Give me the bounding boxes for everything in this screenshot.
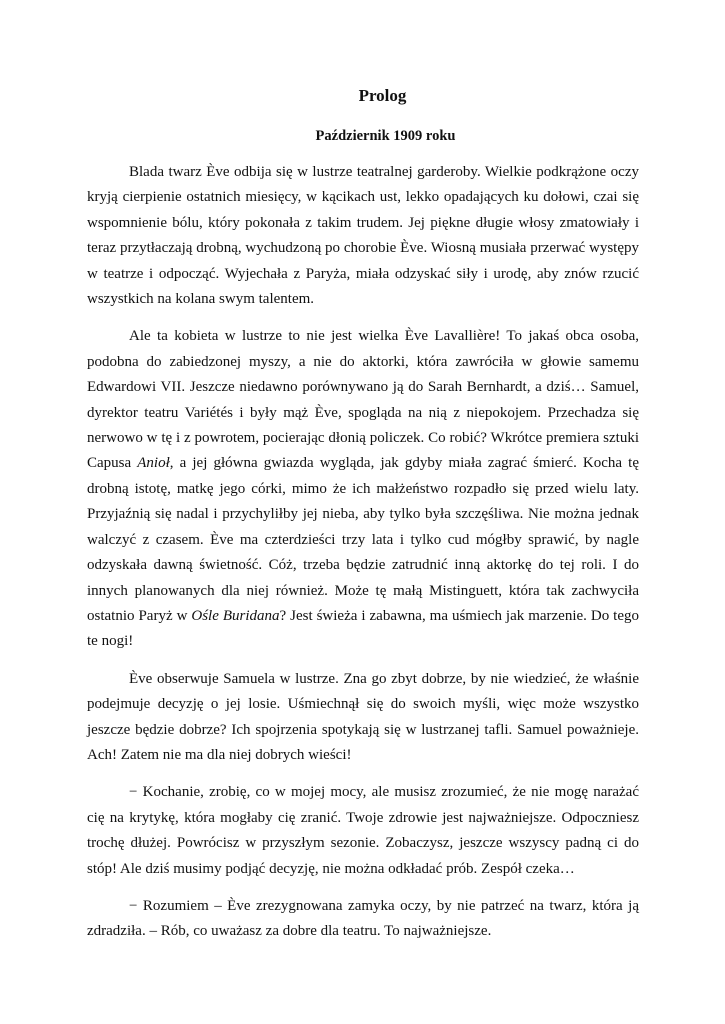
play-title-aniol: Anioł (137, 455, 170, 472)
paragraph-2-text-a: Ale ta kobieta w lustrze to nie jest wielka Ève Lavallière! To jakaś obca osoba, podobna do zabiedzonej myszy, a nie do aktorki, która zawróciła w głowie samemu Edwardowi VII. Jeszcze niedawno porównywano ją do Sarah Bernhardt, a dziś… Samuel, dyrektor teatru Variétés i były mąż Ève, spogląda na nią z niepokojem. Przechadza się nerwowo w tę i z powrotem, pocierając dłonią policzek. Co robić? Wkrótce premiera sztuki Capusa (87, 328, 639, 472)
chapter-title: Prolog (358, 86, 407, 105)
paragraph-1 (87, 160, 639, 312)
paragraph-4 (87, 780, 639, 882)
paragraph-5-text: − Rozumiem – Ève zrezygnowana zamyka oczy, by nie patrzeć na twarz, która ją zdradziła. – Rób, co uważasz za dobre dla teatru. To najważniejsze. (87, 897, 639, 940)
paragraph-1-text: Blada twarz Ève odbija się w lustrze teatralnej garderoby. Wielkie podkrążone oczy kryją cierpienie ostatnich miesięcy, w kącikach ust, lekko opadających ku dołowi, czai się wspomnienie bólu, który pokonała z takim trudem. Jej piękne długie włosy zmatowiały i teraz przytłaczają drobną, wychudzoną po chorobie Ève. Wiosną musiała przerwać występy w teatrze i odpocząć. Wyjechała z Paryża, miała odzyskać siły i urodę, aby znów rzucić wszystkich na kolana swym talentem. (87, 164, 639, 308)
paragraph-5 (87, 894, 639, 945)
paragraph-3-text: Ève obserwuje Samuela w lustrze. Zna go zbyt dobrze, by nie wiedzieć, że właśnie podejmuje decyzję o jej losie. Uśmiechnął się do swoich myśli, więc może wszystko jeszcze będzie dobrze? Ich spojrzenia spotykają się w lustrzanej tafli. Samuel poważnieje. Ach! Zatem nie ma dla niej dobrych wieści! (87, 670, 639, 763)
body-text (87, 160, 639, 957)
paragraph-2 (87, 324, 639, 654)
play-title-osle-buridana: Ośle Buridana (191, 607, 280, 624)
chapter-date-subtitle: Październik 1909 roku (315, 128, 456, 144)
paragraph-2-text-c: ? Jest świeża i zabawna, ma uśmiech jak marzenie. Do tego te nogi! (87, 607, 640, 650)
paragraph-3 (87, 667, 639, 769)
paragraph-4-text: − Kochanie, zrobię, co w mojej mocy, ale musisz zrozumieć, że nie mogę narażać cię na krytykę, która mogłaby cię zranić. Twoje zdrowie jest najważniejsze. Odpoczniesz trochę dłużej. Powrócisz w przyszłym sezonie. Zobaczysz, jeszcze wszyscy padną ci do stóp! Ale dziś musimy podjąć decyzję, nie można odkładać prób. Zespół czeka… (87, 784, 639, 877)
paragraph-2-text-b: , a jej główna gwiazda wygląda, jak gdyby miała zagrać śmierć. Kocha tę drobną istotę, matkę jego córki, mimo że ich małżeństwo rozpadło się przed wielu laty. Przyjaźnią się nadal i przychyliłby jej nieba, aby tylko była szczęśliwa. Nie można jednak walczyć z czasem. Ève ma czterdzieści trzy lata i tylko cud mógłby sprawić, by nagle odzyskała dawną świetność. Cóż, trzeba będzie zatrudnić inną aktorkę do tej roli. I do innych planowanych dla niej również. Może tę małą Mistinguett, która tak zachwyciła ostatnio Paryż w (87, 455, 639, 624)
